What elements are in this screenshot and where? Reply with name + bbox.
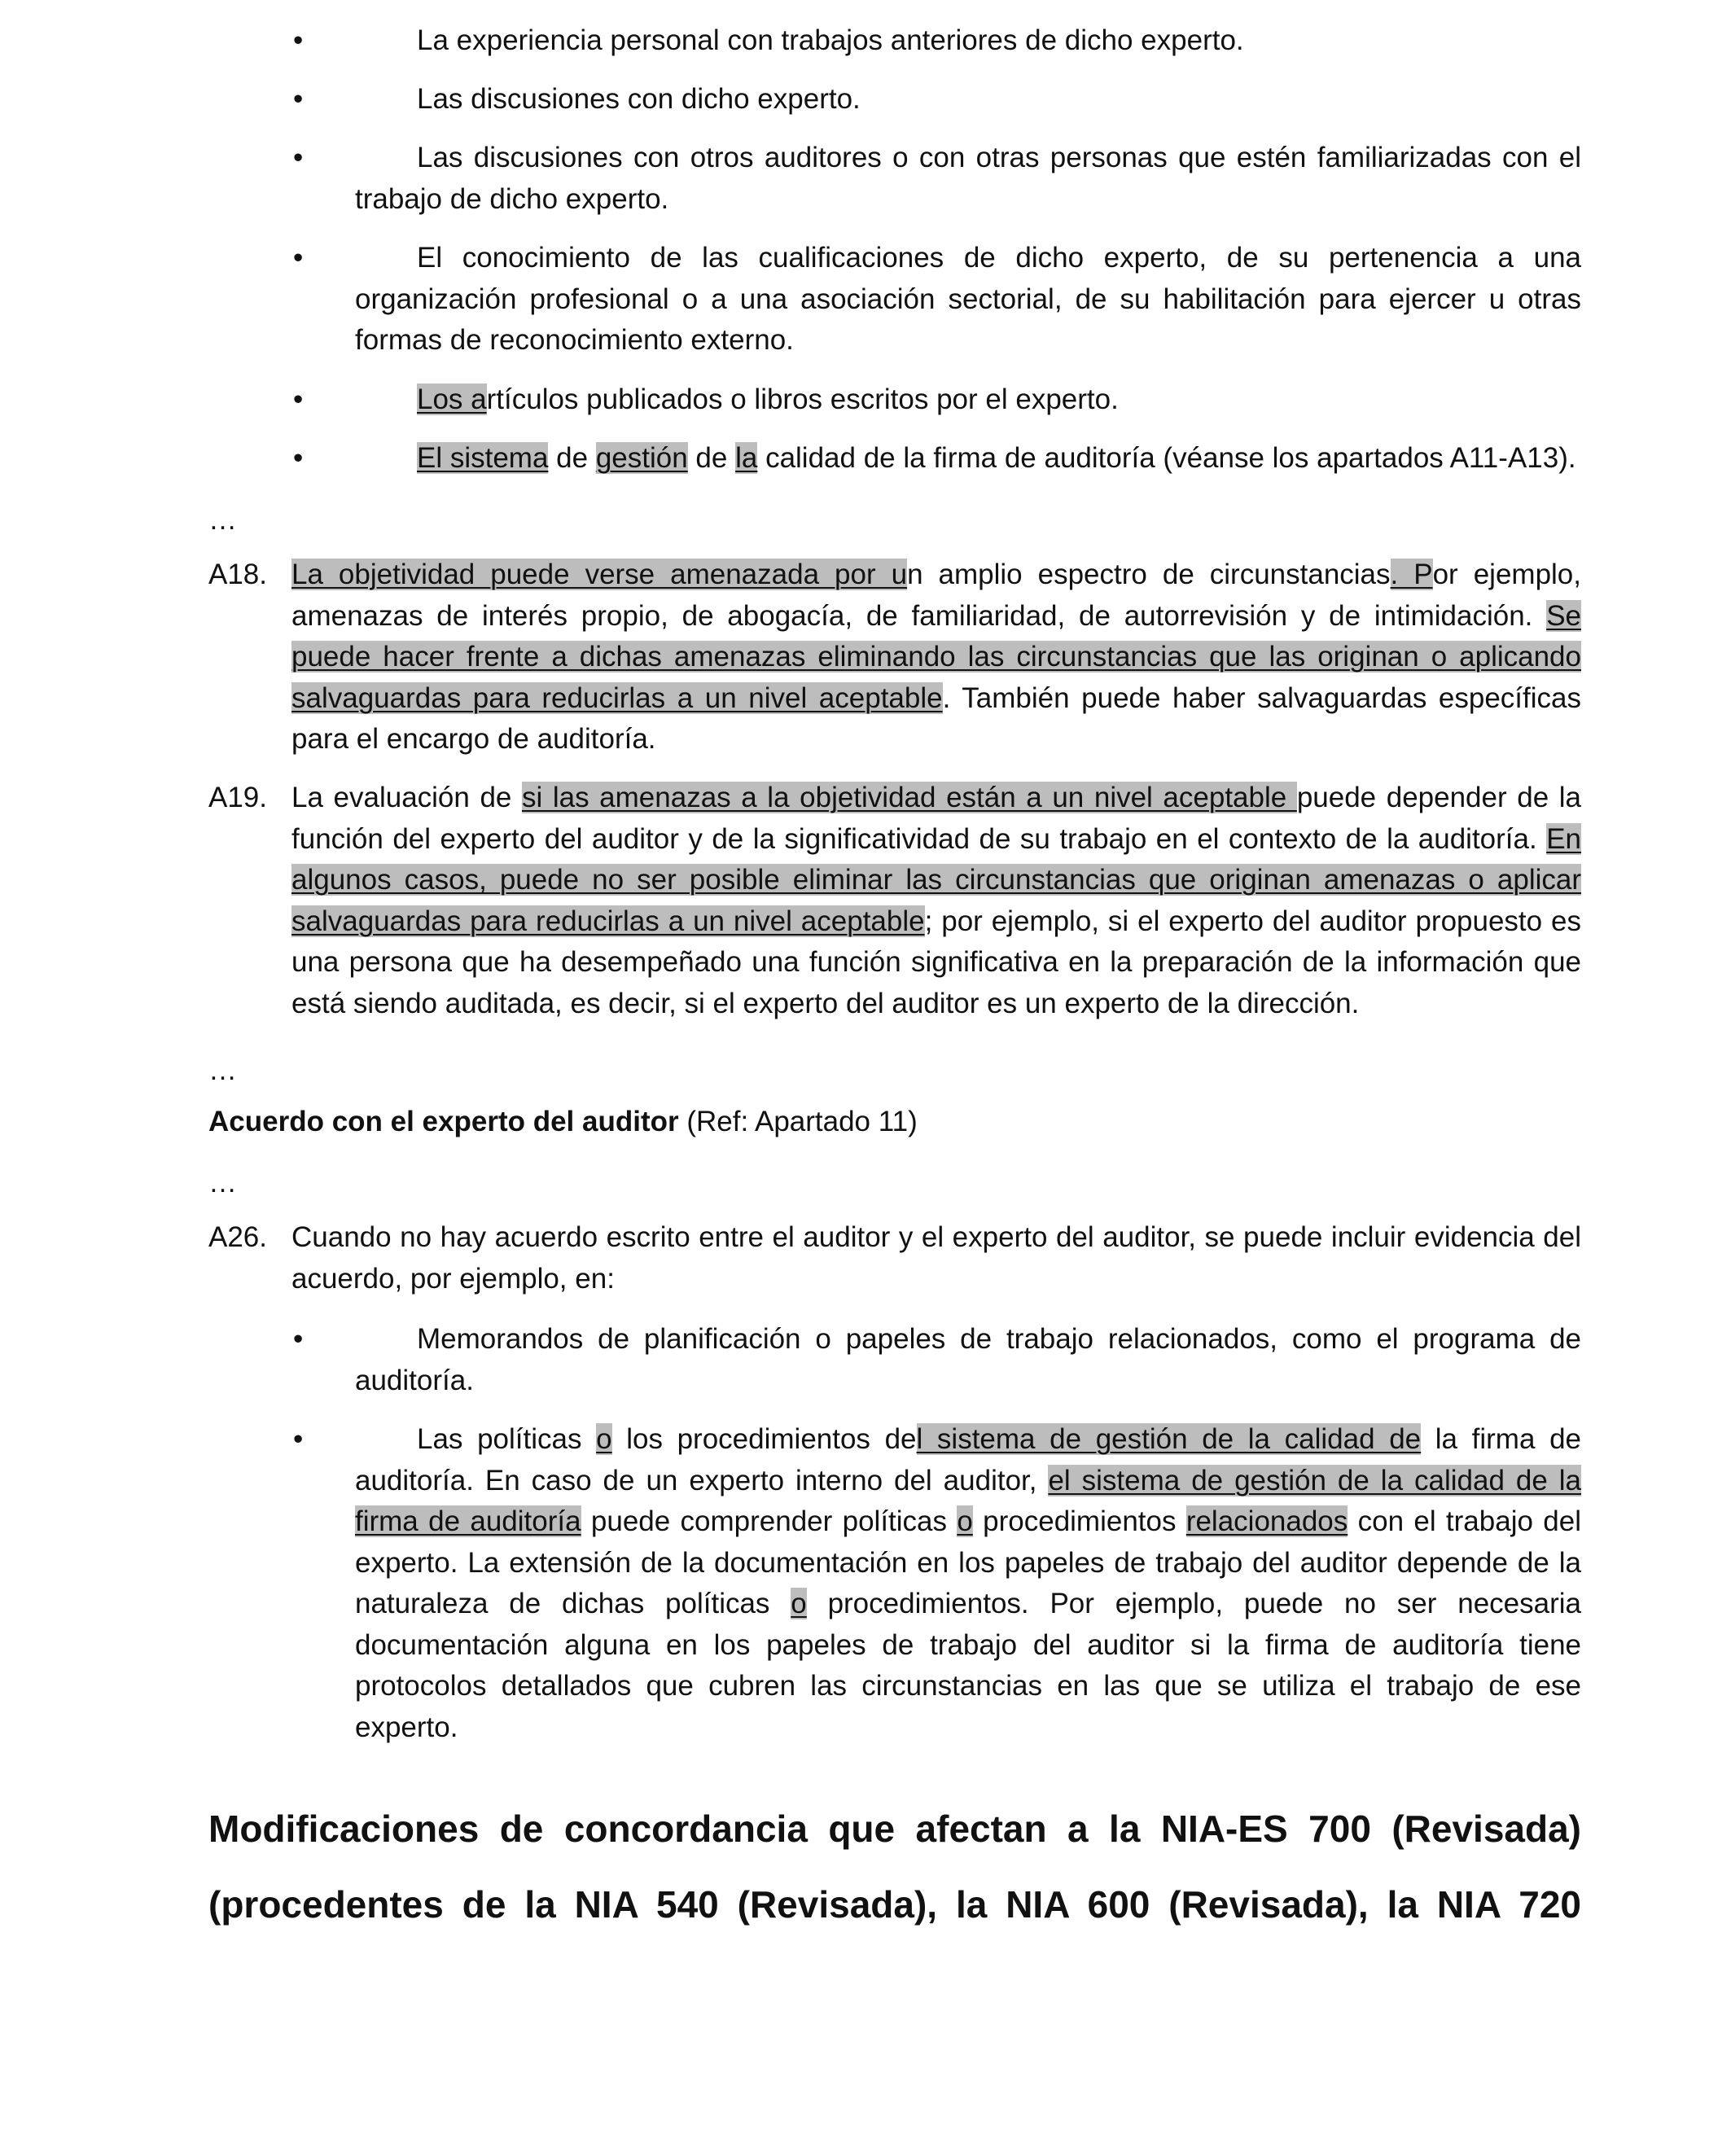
highlight: El sistema bbox=[417, 442, 549, 474]
bullet-icon: • bbox=[293, 142, 304, 173]
ellipsis: … bbox=[208, 504, 237, 536]
paragraph-a26 bbox=[208, 1217, 1581, 1299]
bullet-icon: • bbox=[293, 24, 304, 56]
section-heading-line-2: (procedentes de la NIA 540 (Revisada), la NIA 600 (Revisada), la NIA 720 bbox=[208, 1883, 1581, 1926]
list-item bbox=[293, 1319, 1581, 1401]
paragraph-a18 bbox=[208, 554, 1581, 760]
list-item-text: Las políticas o los procedimientos del sistema de gestión de la calidad de la firma de auditoría. En caso de un experto interno del auditor, el sistema de gestión de la calidad de la firma de auditoría puede comprender políticas o procedimientos relacionados con el trabajo del experto. La extensión de la documentación en los papeles de trabajo del auditor depende de la naturaleza de dichas políticas o procedimientos. Por ejemplo, puede no ser necesaria documentación alguna en los papeles de trabajo del auditor si la firma de auditoría tiene protocolos detallados que cubren las circunstancias en las que se utiliza el trabajo de ese experto. bbox=[355, 1423, 1582, 1743]
bullet-icon: • bbox=[293, 1323, 304, 1355]
list-item bbox=[293, 379, 1581, 421]
list-item-text: Los artículos publicados o libros escritos por el experto. bbox=[417, 383, 1119, 415]
paragraph-number: A26. bbox=[208, 1221, 267, 1253]
paragraph-number: A18. bbox=[208, 559, 267, 590]
highlight: gestión bbox=[595, 442, 688, 474]
bullet-icon: • bbox=[293, 383, 304, 415]
list-item-text: El conocimiento de las cualificaciones de dicho experto, de su pertenencia a una organización profesional o a una asociación sectorial, de su habilitación para ejercer u otras formas de reconocimiento externo. bbox=[355, 242, 1581, 356]
list-item bbox=[293, 438, 1581, 480]
highlight: Los a bbox=[417, 383, 487, 415]
list-item-text: Memorandos de planificación o papeles de trabajo relacionados, como el programa de auditoría. bbox=[355, 1323, 1581, 1396]
highlight: la bbox=[735, 442, 758, 474]
bullet-icon: • bbox=[293, 83, 304, 115]
list-item bbox=[293, 1419, 1581, 1748]
list-item-text: Las discusiones con otros auditores o con otras personas que estén familiarizadas con el trabajo de dicho experto. bbox=[355, 142, 1581, 215]
paragraph-a19 bbox=[208, 778, 1581, 1024]
bullet-icon: • bbox=[293, 242, 304, 274]
list-item-text: La experiencia personal con trabajos anteriores de dicho experto. bbox=[417, 24, 1244, 56]
ellipsis: … bbox=[208, 1054, 237, 1086]
bullet-icon: • bbox=[293, 1423, 304, 1455]
bullet-icon: • bbox=[293, 442, 304, 474]
section-subheading: Acuerdo con el experto del auditor (Ref: Apartado 11) bbox=[208, 1106, 918, 1137]
list-item bbox=[293, 138, 1581, 220]
paragraph-text: La objetividad puede verse amenazada por un amplio espectro de circunstancias. Por ejemplo, amenazas de interés propio, de abogacía, de familiaridad, de autorrevisión y de intimidación. Se puede hacer frente a dichas amenazas eliminando las circunstancias que las originan o aplicando salvaguardas para reducirlas a un nivel aceptable. También puede haber salvaguardas específicas para el encargo de auditoría. bbox=[291, 559, 1581, 755]
list-item bbox=[293, 238, 1581, 362]
section-heading-line-1: Modificaciones de concordancia que afectan a la NIA-ES 700 (Revisada) bbox=[208, 1808, 1581, 1850]
list-item-text: El sistema de gestión de la calidad de la firma de auditoría (véanse los apartados A11-A13). bbox=[417, 442, 1576, 474]
list-item bbox=[293, 20, 1581, 62]
list-item bbox=[293, 79, 1581, 121]
paragraph-text: La evaluación de si las amenazas a la objetividad están a un nivel aceptable puede depender de la función del experto del auditor y de la significatividad de su trabajo en el contexto de la auditoría. En algunos casos, puede no ser posible eliminar las circunstancias que originan amenazas o aplicar salvaguardas para reducirlas a un nivel aceptable; por ejemplo, si el experto del auditor propuesto es una persona que ha desempeñado una función significativa en la preparación de la información que está siendo auditada, es decir, si el experto del auditor es un experto de la dirección. bbox=[291, 782, 1581, 1019]
paragraph-number: A19. bbox=[208, 782, 267, 813]
paragraph-text: Cuando no hay acuerdo escrito entre el auditor y el experto del auditor, se puede incluir evidencia del acuerdo, por ejemplo, en: bbox=[291, 1221, 1581, 1295]
list-item-text: Las discusiones con dicho experto. bbox=[417, 83, 861, 115]
ellipsis: … bbox=[208, 1167, 237, 1199]
